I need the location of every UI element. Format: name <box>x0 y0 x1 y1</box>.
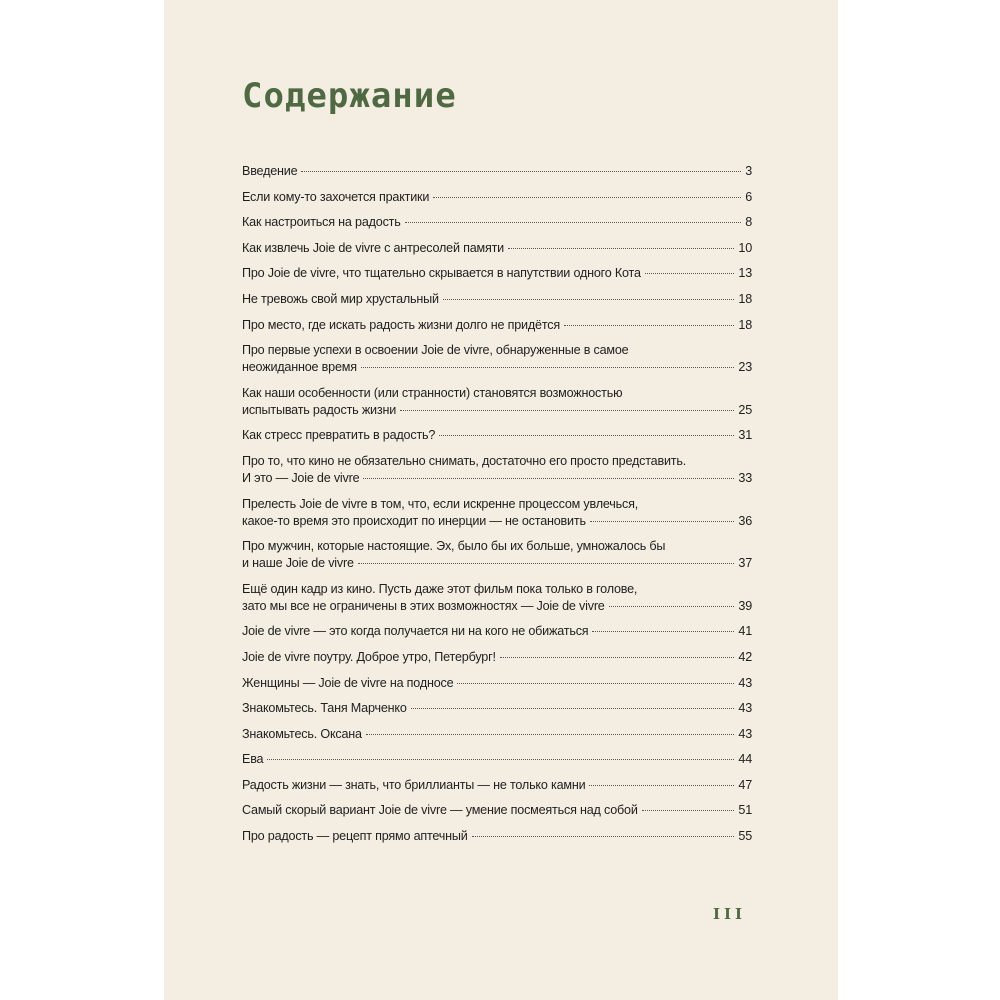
toc-entry-page-number: 47 <box>738 777 752 792</box>
toc-entry-row <box>242 402 752 419</box>
toc-entry-page-number: 36 <box>738 513 752 528</box>
toc-entry[interactable] <box>242 802 752 819</box>
dot-leader <box>363 478 734 479</box>
dot-leader <box>609 606 735 607</box>
toc-entry-title-line: Если кому-то захочется практики <box>242 189 430 204</box>
toc-entry-row <box>242 317 752 334</box>
toc-entry-title-line: Про место, где искать радость жизни долго не придётся <box>242 317 560 332</box>
toc-entry-title-line: Про первые успехи в освоении Joie de vivre, обнаруженные в самое <box>242 343 629 358</box>
toc-entry-title-line: неожиданное время <box>242 360 357 375</box>
toc-entry-title-line: Про мужчин, которые настоящие. Эх, было бы их больше, умножалось бы <box>242 539 666 554</box>
toc-entry[interactable] <box>242 214 752 231</box>
page-number: III <box>713 905 747 923</box>
toc-entry[interactable] <box>242 427 752 444</box>
dot-leader <box>592 631 734 632</box>
toc-entry-row <box>242 598 752 615</box>
toc-entry-title-line: и наше Joie de vivre <box>242 556 354 571</box>
toc-entry-row <box>242 214 752 231</box>
toc-entry-title-line: Самый скорый вариант Joie de vivre — умение посмеяться над собой <box>242 803 638 818</box>
toc-entry-page-number: 18 <box>738 291 752 306</box>
toc-entry-title-line: Знакомьтесь. Таня Марченко <box>242 701 407 716</box>
toc-entry-title-line: Joie de vivre поутру. Доброе утро, Петербург! <box>242 649 496 664</box>
toc-entry[interactable] <box>242 581 752 615</box>
dot-leader <box>267 759 734 760</box>
toc-entry-row <box>242 240 752 257</box>
toc-entry-title-line: Радость жизни — знать, что бриллианты — не только камни <box>242 777 586 792</box>
toc-entry-title-line: И это — Joie de vivre <box>242 470 360 485</box>
toc-entry[interactable] <box>242 623 752 640</box>
table-of-contents <box>242 163 752 854</box>
toc-entry-title-line: Введение <box>242 164 298 178</box>
toc-entry-page-number: 51 <box>738 803 752 818</box>
toc-entry-title-line: какое-то время это происходит по инерции — не остановить <box>242 513 586 528</box>
toc-entry-title-line: Про то, что кино не обязательно снимать, достаточно его просто представить. <box>242 453 687 468</box>
dot-leader <box>590 521 735 522</box>
toc-entry-title-line: Прелесть Joie de vivre в том, что, если искренне процессом увлечься, <box>242 496 638 511</box>
toc-entry[interactable] <box>242 265 752 282</box>
toc-entry-page-number: 18 <box>738 317 752 332</box>
toc-entry-page-number: 42 <box>738 649 752 664</box>
toc-entry-title-line: Женщины — Joie de vivre на подносе <box>242 675 454 690</box>
dot-leader <box>508 248 734 249</box>
toc-entry-row <box>242 802 752 819</box>
toc-entry-page-number: 44 <box>738 752 752 767</box>
dot-leader <box>405 222 742 223</box>
dot-leader <box>411 708 735 709</box>
dot-leader <box>645 273 735 274</box>
dot-leader <box>400 410 734 411</box>
toc-entry-page-number: 33 <box>738 470 752 485</box>
toc-entry-row <box>242 700 752 717</box>
toc-entry[interactable] <box>242 291 752 308</box>
dot-leader <box>358 563 735 564</box>
dot-leader <box>642 810 735 811</box>
toc-entry-title-line: испытывать радость жизни <box>242 402 397 417</box>
toc-entry-row <box>242 189 752 206</box>
toc-entry-page-number: 43 <box>738 726 752 741</box>
toc-entry-page-number: 37 <box>738 556 752 571</box>
toc-entry-title-line: Ещё один кадр из кино. Пусть даже этот фильм пока только в голове, <box>242 581 638 596</box>
toc-entry[interactable] <box>242 496 752 530</box>
toc-entry-row <box>242 427 752 444</box>
toc-entry-page-number: 10 <box>738 240 752 255</box>
dot-leader <box>366 734 735 735</box>
toc-entry-row <box>242 265 752 282</box>
toc-entry-row <box>242 513 752 530</box>
toc-entry-page-number: 43 <box>738 701 752 716</box>
toc-entry-title-line: Как извлечь Joie de vivre с антресолей памяти <box>242 240 504 255</box>
dot-leader <box>472 836 735 837</box>
toc-entry-row <box>242 359 752 376</box>
toc-entry-page-number: 6 <box>745 189 752 204</box>
toc-entry[interactable] <box>242 342 752 376</box>
toc-entry-page-number: 41 <box>738 624 752 639</box>
toc-entry-page-number: 31 <box>738 428 752 443</box>
toc-entry-row <box>242 777 752 794</box>
toc-entry-title-line: Как наши особенности (или странности) становятся возможностью <box>242 385 623 400</box>
toc-entry-title-line: Ева <box>242 752 264 767</box>
toc-entry-title-line: Знакомьтесь. Оксана <box>242 726 362 741</box>
toc-entry-page-number: 39 <box>738 598 752 613</box>
dot-leader <box>433 197 741 198</box>
page-title: Содержание <box>242 76 457 116</box>
toc-entry-page-number: 3 <box>745 164 752 178</box>
toc-entry[interactable] <box>242 240 752 257</box>
toc-entry[interactable] <box>242 700 752 717</box>
toc-entry-title-line: Joie de vivre — это когда получается ни на кого не обижаться <box>242 624 589 639</box>
toc-entry-title-line: Про радость — рецепт прямо аптечный <box>242 829 468 844</box>
toc-entry-title-line: зато мы все не ограничены в этих возможностях — Joie de vivre <box>242 598 605 613</box>
toc-entry-page-number: 13 <box>738 266 752 281</box>
dot-leader <box>443 299 735 300</box>
toc-entry-row <box>242 675 752 692</box>
toc-entry[interactable] <box>242 675 752 692</box>
toc-entry-title-line: Про Joie de vivre, что тщательно скрывается в напутствии одного Кота <box>242 266 641 281</box>
dot-leader <box>301 171 741 172</box>
toc-entry-row <box>242 649 752 666</box>
toc-entry-page-number: 55 <box>738 829 752 844</box>
toc-entry-row <box>242 470 752 487</box>
toc-entry[interactable] <box>242 385 752 419</box>
toc-entry-title-line: Не тревожь свой мир хрустальный <box>242 291 439 306</box>
toc-entry[interactable] <box>242 726 752 743</box>
toc-entry-row <box>242 751 752 768</box>
toc-entry-row <box>242 555 752 572</box>
toc-entry-row <box>242 726 752 743</box>
toc-entry-row <box>242 163 752 180</box>
dot-leader <box>361 367 735 368</box>
toc-entry[interactable] <box>242 649 752 666</box>
toc-entry-page-number: 25 <box>738 402 752 417</box>
toc-entry[interactable] <box>242 828 752 845</box>
toc-entry[interactable] <box>242 317 752 334</box>
dot-leader <box>500 657 735 658</box>
dot-leader <box>589 785 734 786</box>
toc-entry[interactable] <box>242 538 752 572</box>
toc-entry-page-number: 8 <box>745 215 752 230</box>
toc-entry-row <box>242 623 752 640</box>
toc-entry[interactable] <box>242 777 752 794</box>
toc-entry-page-number: 23 <box>738 360 752 375</box>
toc-entry-row <box>242 828 752 845</box>
dot-leader <box>564 325 734 326</box>
dot-leader <box>457 683 734 684</box>
toc-entry[interactable] <box>242 189 752 206</box>
toc-entry[interactable] <box>242 751 752 768</box>
book-page <box>164 0 838 1000</box>
toc-entry-row <box>242 291 752 308</box>
toc-entry-page-number: 43 <box>738 675 752 690</box>
toc-entry-title-line: Как настроиться на радость <box>242 215 401 230</box>
toc-entry-title-line: Как стресс превратить в радость? <box>242 428 436 443</box>
toc-entry[interactable] <box>242 163 752 180</box>
toc-entry[interactable] <box>242 453 752 487</box>
dot-leader <box>439 435 734 436</box>
